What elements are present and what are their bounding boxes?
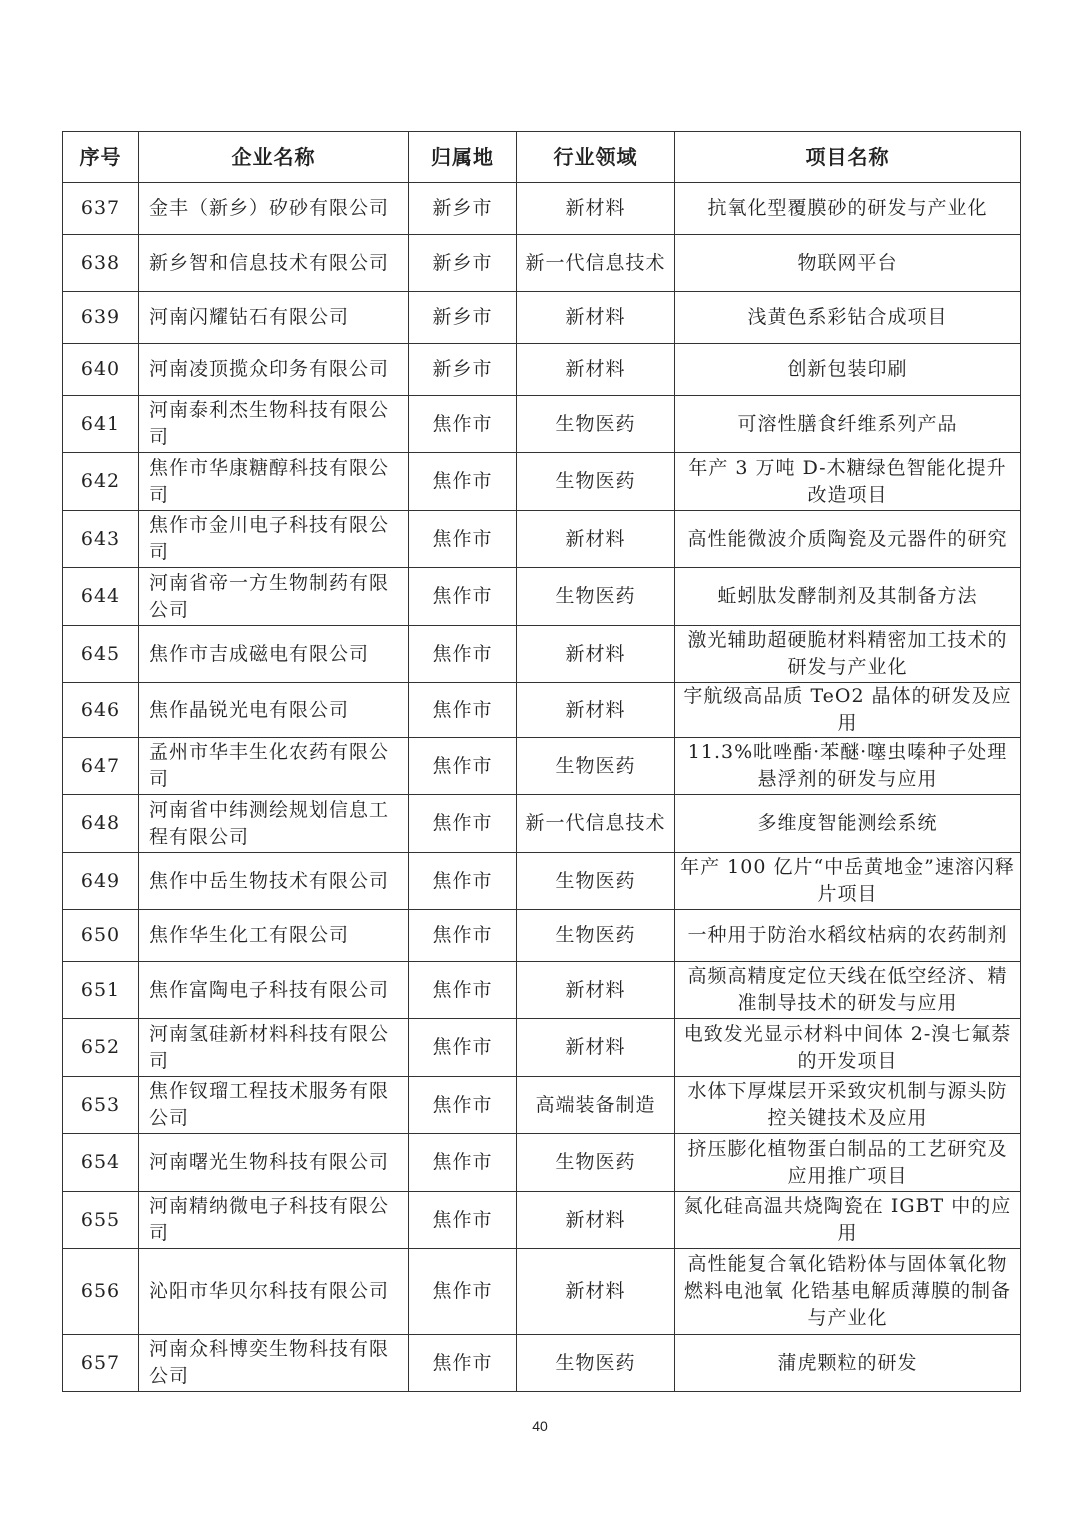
table-row bbox=[63, 626, 1021, 683]
header-index: 序号 bbox=[63, 132, 139, 183]
table-row bbox=[63, 738, 1021, 795]
industry-cell: 生物医药 bbox=[517, 1335, 675, 1392]
index-cell: 645 bbox=[63, 626, 139, 683]
industry-cell: 新材料 bbox=[517, 1019, 675, 1077]
industry-cell: 新一代信息技术 bbox=[517, 795, 675, 853]
project-cell: 物联网平台 bbox=[675, 235, 1021, 292]
header-project: 项目名称 bbox=[675, 132, 1021, 183]
index-cell: 641 bbox=[63, 396, 139, 453]
index-cell: 647 bbox=[63, 738, 139, 795]
table-row bbox=[63, 853, 1021, 910]
index-cell: 654 bbox=[63, 1134, 139, 1192]
industry-cell: 生物医药 bbox=[517, 1134, 675, 1192]
location-cell: 焦作市 bbox=[409, 453, 517, 511]
location-cell: 焦作市 bbox=[409, 626, 517, 683]
table-row bbox=[63, 568, 1021, 626]
industry-cell: 生物医药 bbox=[517, 910, 675, 962]
location-cell: 焦作市 bbox=[409, 683, 517, 738]
table-row bbox=[63, 511, 1021, 568]
index-cell: 657 bbox=[63, 1335, 139, 1392]
company-cell: 河南精纳微电子科技有限公司 bbox=[139, 1192, 409, 1249]
company-cell: 焦作钗瑠工程技术服务有限公司 bbox=[139, 1077, 409, 1134]
project-cell: 年产 3 万吨 D-木糖绿色智能化提升改造项目 bbox=[675, 453, 1021, 511]
location-cell: 焦作市 bbox=[409, 396, 517, 453]
location-cell: 焦作市 bbox=[409, 910, 517, 962]
table-row bbox=[63, 962, 1021, 1019]
location-cell: 焦作市 bbox=[409, 1335, 517, 1392]
table-row bbox=[63, 1192, 1021, 1249]
project-cell: 年产 100 亿片“中岳黄地金”速溶闪释片项目 bbox=[675, 853, 1021, 910]
index-cell: 649 bbox=[63, 853, 139, 910]
index-cell: 650 bbox=[63, 910, 139, 962]
index-cell: 639 bbox=[63, 292, 139, 344]
table-row bbox=[63, 183, 1021, 235]
project-cell: 多维度智能测绘系统 bbox=[675, 795, 1021, 853]
project-cell: 挤压膨化植物蛋白制品的工艺研究及应用推广项目 bbox=[675, 1134, 1021, 1192]
table-row bbox=[63, 1019, 1021, 1077]
industry-cell: 新材料 bbox=[517, 962, 675, 1019]
location-cell: 焦作市 bbox=[409, 1019, 517, 1077]
company-cell: 河南闪耀钻石有限公司 bbox=[139, 292, 409, 344]
page-number: 40 bbox=[532, 1418, 548, 1434]
header-location: 归属地 bbox=[409, 132, 517, 183]
index-cell: 640 bbox=[63, 344, 139, 396]
company-cell: 河南泰利杰生物科技有限公司 bbox=[139, 396, 409, 453]
index-cell: 644 bbox=[63, 568, 139, 626]
location-cell: 新乡市 bbox=[409, 183, 517, 235]
table-row bbox=[63, 683, 1021, 738]
location-cell: 焦作市 bbox=[409, 568, 517, 626]
project-cell: 高性能微波介质陶瓷及元器件的研究 bbox=[675, 511, 1021, 568]
industry-cell: 新材料 bbox=[517, 1192, 675, 1249]
project-cell: 电致发光显示材料中间体 2-溴七氟萘的开发项目 bbox=[675, 1019, 1021, 1077]
header-industry: 行业领域 bbox=[517, 132, 675, 183]
company-cell: 金丰（新乡）矽砂有限公司 bbox=[139, 183, 409, 235]
location-cell: 焦作市 bbox=[409, 795, 517, 853]
index-cell: 637 bbox=[63, 183, 139, 235]
company-cell: 焦作华生化工有限公司 bbox=[139, 910, 409, 962]
company-cell: 焦作晶锐光电有限公司 bbox=[139, 683, 409, 738]
location-cell: 焦作市 bbox=[409, 1134, 517, 1192]
table-header-row bbox=[63, 132, 1021, 183]
industry-cell: 新材料 bbox=[517, 626, 675, 683]
project-cell: 氮化硅高温共烧陶瓷在 IGBT 中的应用 bbox=[675, 1192, 1021, 1249]
project-cell: 高性能复合氧化锆粉体与固体氧化物燃料电池氧 化锆基电解质薄膜的制备与产业化 bbox=[675, 1249, 1021, 1335]
company-cell: 新乡智和信息技术有限公司 bbox=[139, 235, 409, 292]
enterprise-project-table bbox=[62, 131, 1021, 1392]
table-row bbox=[63, 235, 1021, 292]
industry-cell: 新材料 bbox=[517, 292, 675, 344]
index-cell: 648 bbox=[63, 795, 139, 853]
company-cell: 焦作中岳生物技术有限公司 bbox=[139, 853, 409, 910]
index-cell: 638 bbox=[63, 235, 139, 292]
location-cell: 焦作市 bbox=[409, 1192, 517, 1249]
company-cell: 河南众科博奕生物科技有限公司 bbox=[139, 1335, 409, 1392]
industry-cell: 新材料 bbox=[517, 344, 675, 396]
company-cell: 河南省中纬测绘规划信息工程有限公司 bbox=[139, 795, 409, 853]
project-cell: 蚯蚓肽发酵制剂及其制备方法 bbox=[675, 568, 1021, 626]
location-cell: 焦作市 bbox=[409, 1077, 517, 1134]
table-row bbox=[63, 795, 1021, 853]
company-cell: 焦作市金川电子科技有限公司 bbox=[139, 511, 409, 568]
location-cell: 新乡市 bbox=[409, 344, 517, 396]
project-cell: 11.3%吡唑酯·苯醚·噻虫嗪种子处理悬浮剂的研发与应用 bbox=[675, 738, 1021, 795]
industry-cell: 生物医药 bbox=[517, 853, 675, 910]
company-cell: 河南曙光生物科技有限公司 bbox=[139, 1134, 409, 1192]
project-cell: 蒲虎颗粒的研发 bbox=[675, 1335, 1021, 1392]
location-cell: 焦作市 bbox=[409, 1249, 517, 1335]
company-cell: 河南氢硅新材料科技有限公司 bbox=[139, 1019, 409, 1077]
industry-cell: 生物医药 bbox=[517, 453, 675, 511]
table-row bbox=[63, 1249, 1021, 1335]
table-row bbox=[63, 1134, 1021, 1192]
company-cell: 焦作富陶电子科技有限公司 bbox=[139, 962, 409, 1019]
table-body bbox=[63, 183, 1021, 1392]
table-row bbox=[63, 1335, 1021, 1392]
index-cell: 652 bbox=[63, 1019, 139, 1077]
project-cell: 浅黄色系彩钻合成项目 bbox=[675, 292, 1021, 344]
index-cell: 651 bbox=[63, 962, 139, 1019]
industry-cell: 新材料 bbox=[517, 683, 675, 738]
table-row bbox=[63, 1077, 1021, 1134]
company-cell: 焦作市华康糖醇科技有限公司 bbox=[139, 453, 409, 511]
company-cell: 河南凌顶揽众印务有限公司 bbox=[139, 344, 409, 396]
industry-cell: 生物医药 bbox=[517, 738, 675, 795]
location-cell: 新乡市 bbox=[409, 292, 517, 344]
industry-cell: 新一代信息技术 bbox=[517, 235, 675, 292]
project-cell: 激光辅助超硬脆材料精密加工技术的研发与产业化 bbox=[675, 626, 1021, 683]
industry-cell: 新材料 bbox=[517, 183, 675, 235]
index-cell: 643 bbox=[63, 511, 139, 568]
industry-cell: 生物医药 bbox=[517, 396, 675, 453]
project-cell: 高频高精度定位天线在低空经济、精准制导技术的研发与应用 bbox=[675, 962, 1021, 1019]
index-cell: 656 bbox=[63, 1249, 139, 1335]
location-cell: 焦作市 bbox=[409, 853, 517, 910]
project-cell: 创新包装印刷 bbox=[675, 344, 1021, 396]
table-row bbox=[63, 344, 1021, 396]
company-cell: 焦作市吉成磁电有限公司 bbox=[139, 626, 409, 683]
project-cell: 可溶性膳食纤维系列产品 bbox=[675, 396, 1021, 453]
company-cell: 河南省帝一方生物制药有限公司 bbox=[139, 568, 409, 626]
location-cell: 焦作市 bbox=[409, 738, 517, 795]
project-cell: 水体下厚煤层开采致灾机制与源头防控关键技术及应用 bbox=[675, 1077, 1021, 1134]
industry-cell: 新材料 bbox=[517, 511, 675, 568]
project-cell: 一种用于防治水稻纹枯病的农药制剂 bbox=[675, 910, 1021, 962]
index-cell: 646 bbox=[63, 683, 139, 738]
table-row bbox=[63, 292, 1021, 344]
project-cell: 抗氧化型覆膜砂的研发与产业化 bbox=[675, 183, 1021, 235]
table-row bbox=[63, 910, 1021, 962]
location-cell: 新乡市 bbox=[409, 235, 517, 292]
project-cell: 宇航级高品质 TeO2 晶体的研发及应用 bbox=[675, 683, 1021, 738]
location-cell: 焦作市 bbox=[409, 511, 517, 568]
industry-cell: 高端装备制造 bbox=[517, 1077, 675, 1134]
company-cell: 沁阳市华贝尔科技有限公司 bbox=[139, 1249, 409, 1335]
table-row bbox=[63, 396, 1021, 453]
table-row bbox=[63, 453, 1021, 511]
company-cell: 孟州市华丰生化农药有限公司 bbox=[139, 738, 409, 795]
index-cell: 653 bbox=[63, 1077, 139, 1134]
industry-cell: 生物医药 bbox=[517, 568, 675, 626]
location-cell: 焦作市 bbox=[409, 962, 517, 1019]
header-company: 企业名称 bbox=[139, 132, 409, 183]
index-cell: 655 bbox=[63, 1192, 139, 1249]
industry-cell: 新材料 bbox=[517, 1249, 675, 1335]
index-cell: 642 bbox=[63, 453, 139, 511]
